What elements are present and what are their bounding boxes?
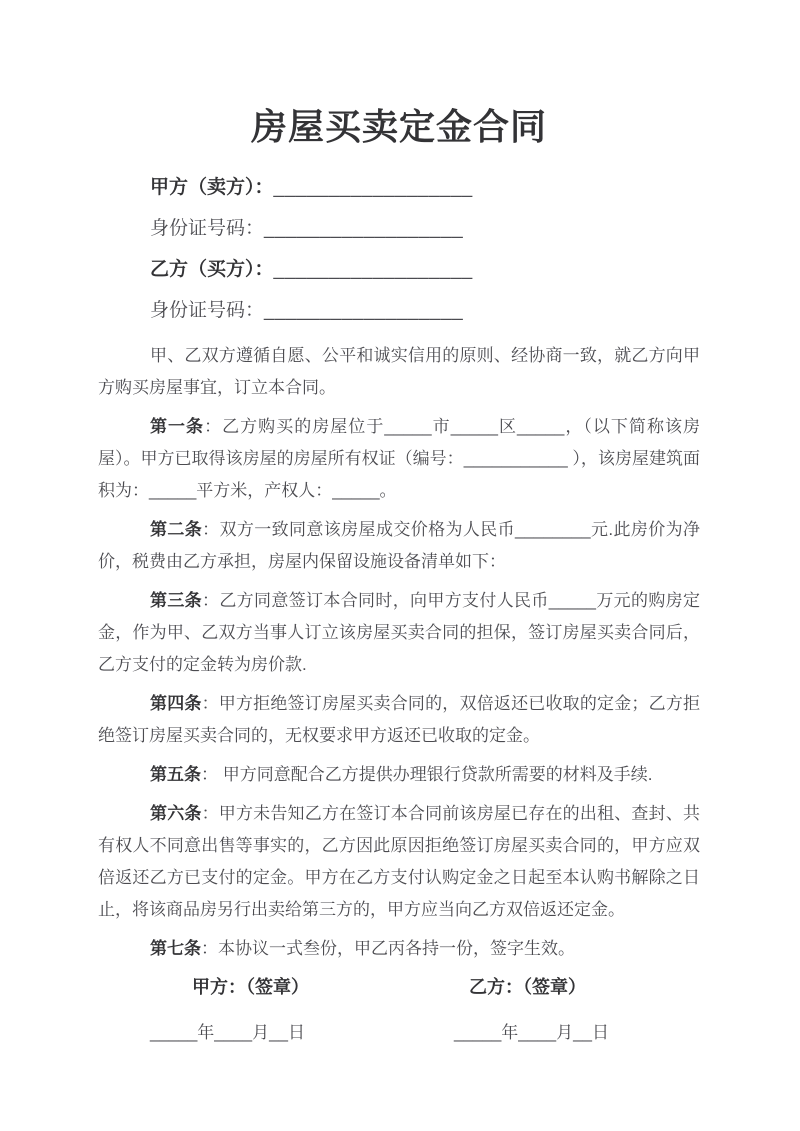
party-b-date-line: _____年____月__日 xyxy=(454,1023,610,1042)
clause-4-text: ：甲方拒绝签订房屋买卖合同的，双倍返还已收取的定金；乙方拒绝签订房屋买卖合同的，无权要求甲方返还已收取的定金。 xyxy=(98,694,701,745)
clause-2 xyxy=(98,514,700,578)
document-title: 房屋买卖定金合同 xyxy=(250,106,547,147)
party-b-signature-column xyxy=(399,975,700,1045)
party-info-section xyxy=(98,176,700,323)
clause-3-number: 第三条 xyxy=(150,591,203,610)
clause-4-number: 第四条 xyxy=(150,694,202,713)
clause-5 xyxy=(98,759,700,791)
party-b-id-line xyxy=(98,299,700,323)
clause-3-text: ：乙方同意签订本合同时，向甲方支付人民币_____万元的购房定金，作为甲、乙双方当事人订立该房屋买卖合同的担保，签订房屋买卖合同后，乙方支付的定金转为房价款. xyxy=(98,591,701,674)
party-a-sign-label: 甲方：（签章） xyxy=(192,977,309,997)
clause-2-number: 第二条 xyxy=(150,520,203,539)
party-a-id-label: 身份证号码： xyxy=(150,218,265,239)
party-a-line xyxy=(98,176,700,200)
party-a-blank-line: __________________ xyxy=(273,177,473,198)
party-a-label: 甲方（卖方）： xyxy=(150,177,274,198)
clause-6-number: 第六条 xyxy=(150,804,202,823)
intro-paragraph xyxy=(98,340,700,404)
clause-6-text: ：甲方未告知乙方在签订本合同前该房屋已存在的出租、查封、共有权人不同意出售等事实的，乙方因此原因拒绝签订房屋买卖合同的，甲方应双倍返还乙方已支付的定金。甲方在乙方支付认购定金之日起至本认购书解除之日止，将该商品房另行出卖给第三方的，甲方应当向乙方双倍返还定金。 xyxy=(98,804,701,919)
intro-text: 甲、乙双方遵循自愿、公平和诚实信用的原则、经协商一致，就乙方向甲方购买房屋事宜，订立本合同。 xyxy=(98,346,700,397)
party-a-id-blank-line: __________________ xyxy=(264,218,464,239)
party-b-id-blank-line: __________________ xyxy=(264,300,464,321)
clause-7 xyxy=(98,933,700,965)
party-a-signature-column xyxy=(98,975,399,1045)
clause-2-text: ：双方一致同意该房屋成交价格为人民币________元.此房价为净价，税费由乙方承担，房屋内保留设施设备清单如下： xyxy=(98,520,700,571)
clause-4 xyxy=(98,688,700,752)
party-a-id-line xyxy=(98,217,700,241)
party-a-date-line: _____年____月__日 xyxy=(150,1023,306,1042)
clause-7-text: ：本协议一式叁份，甲乙丙各持一份，签字生效。 xyxy=(201,939,575,958)
party-b-label: 乙方（买方）： xyxy=(150,259,274,280)
party-b-line xyxy=(98,258,700,282)
clause-5-text: ： 甲方同意配合乙方提供办理银行贷款所需要的材料及手续. xyxy=(201,765,653,784)
party-b-blank-line: __________________ xyxy=(273,259,473,280)
clause-1-number: 第一条 xyxy=(150,417,205,436)
clause-7-number: 第七条 xyxy=(150,939,201,958)
clause-1 xyxy=(98,411,700,507)
signature-section xyxy=(98,975,700,1045)
clause-5-number: 第五条 xyxy=(150,765,201,784)
clause-3 xyxy=(98,585,700,681)
party-b-id-label: 身份证号码： xyxy=(150,300,265,321)
party-b-sign-label: 乙方：（签章） xyxy=(469,977,586,997)
clause-1-text: ：乙方购买的房屋位于_____市_____区_____，（以下简称该房屋）。甲方已取得该房屋的房屋所有权证（编号：___________ ），该房屋建筑面积为：_____平方米，产权人：_____。 xyxy=(98,417,701,500)
clause-6 xyxy=(98,798,700,926)
